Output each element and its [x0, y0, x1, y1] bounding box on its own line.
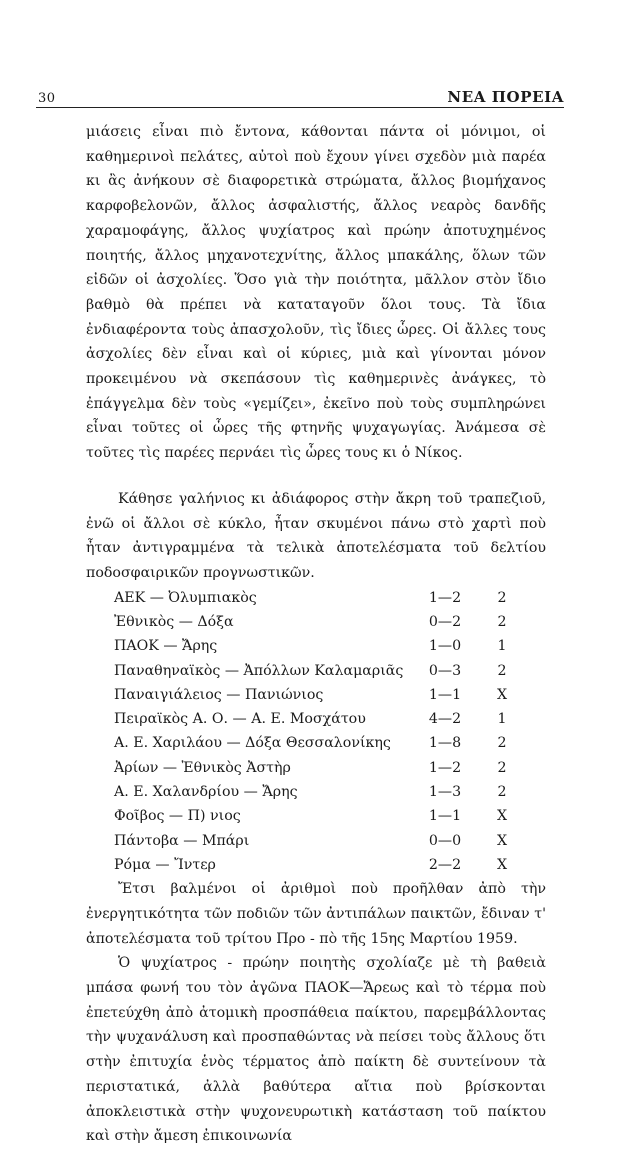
match-sign: 1 — [497, 711, 507, 728]
result-row — [114, 659, 528, 683]
result-row — [114, 829, 528, 853]
match-score: 1—2 — [428, 759, 462, 776]
match-sign: Χ — [496, 856, 508, 873]
match-name: Ἀρίων — Ἐθνικὸς Ἀστὴρ — [114, 759, 291, 776]
match-sign: 2 — [497, 735, 507, 752]
match-name: Πειραϊκὸς Α. Ο. — Α. Ε. Μοσχάτου — [114, 711, 366, 728]
paragraph-4: Ὁ ψυχίατρος - πρώην ποιητὴς σχολίαζε μὲ τὴ βαθειὰ μπάσα φωνή του τὸν ἀγῶνα ΠΑΟΚ—Ἄρεως καὶ τὸ τέρμα ποὺ ἐπετεύχθη ἀπὸ ἀτομικὴ προσπάθεια παίκτου, παρεμβάλλοντας τὴν ψυχανάλυση καὶ προσπαθώντας νὰ πείσει τοὺς ἄλλους ὅτι στὴν ἐπιτυχία ἑνὸς τέρματος ἀπὸ παίκτη δὲ συντείνουν τὰ περιστατικά, ἀλλὰ βαθύτερα αἴτια ποὺ βρίσκονται ἀποκλειστικὰ στὴν ψυχονευρωτικὴ κατάσταση τοῦ παίκτου καὶ στὴν ἄμεση ἐπικοινωνία — [86, 955, 546, 1145]
result-row — [114, 853, 528, 877]
result-row — [114, 804, 528, 828]
body-text — [86, 120, 546, 1149]
result-row — [114, 683, 528, 707]
match-score: 0—0 — [428, 832, 462, 849]
result-row — [114, 707, 528, 731]
match-score: 1—0 — [428, 638, 462, 655]
match-score: 1—2 — [428, 589, 462, 606]
match-score: 1—3 — [428, 784, 462, 801]
result-row — [114, 634, 528, 658]
match-name: ΠΑΟΚ — Ἄρης — [114, 638, 218, 655]
match-sign: 2 — [497, 662, 507, 679]
match-score: 0—2 — [428, 613, 462, 630]
match-name: Ἐθνικὸς — Δόξα — [114, 613, 234, 630]
match-name: ΑΕΚ — Ὀλυμπιακὸς — [114, 589, 257, 606]
match-sign: Χ — [496, 832, 508, 849]
page-number: 30 — [38, 91, 56, 106]
match-score: 1—8 — [428, 735, 462, 752]
match-sign: 2 — [497, 613, 507, 630]
match-score: 1—1 — [428, 808, 462, 825]
match-sign: Χ — [496, 686, 508, 703]
result-row — [114, 756, 528, 780]
match-name: Παναιγιάλειος — Πανιώνιος — [114, 686, 324, 703]
result-row — [114, 586, 528, 610]
results-table — [114, 586, 528, 878]
paragraph-1: μιάσεις εἶναι πιὸ ἔντονα, κάθονται πάντα οἱ μόνιμοι, οἱ καθημερινοὶ πελάτες, αὐτοὶ ποὺ ἔχουν γίνει σχεδὸν μιὰ παρέα κι ἂς ἀνήκουν σὲ διαφορετικὰ στρώματα, ἄλλος βιομήχανος καρφοβελονῶν, ἄλλος ἀσφαλιστής, ἄλλος νεαρὸς δανδῆς χαραμοφάγης, ἄλλος ψυχίατρος καὶ πρώην ἀποτυχημένος ποιητής, ἄλλος μηχανοτεχνίτης, ἄλλος μπακάλης, ὅλων τῶν εἰδῶν οἱ ἀσχολίες. Ὅσο γιὰ τὴν ποιότητα, μᾶλλον στὸν ἴδιο βαθμὸ θὰ πρέπει νὰ καταταγοῦν ὅλοι τους. Τὰ ἴδια ἐνδιαφέροντα τοὺς ἀπασχολοῦν, τὶς ἴδιες ὧρες. Οἱ ἄλλες τους ἀσχολίες δὲν εἶναι καὶ οἱ κύριες, μιὰ καὶ γίνονται μόνον προκειμένου νὰ σκεπάσουν τὶς καθημερινὲς ἀνάγκες, τὸ ἐπάγγελμα δὲν τοὺς «γεμίζει», ἐκεῖνο ποὺ τοὺς συμπληρώνει εἶναι τοῦτες οἱ ὧρες τῆς φτηνῆς ψυχαγωγίας. Ἀνάμεσα σὲ τοῦτες τὶς παρέες περνάει τὶς ὧρες τους κι ὁ Νίκος. — [86, 124, 546, 462]
match-score: 4—2 — [428, 711, 462, 728]
match-name: Α. Ε. Χαλανδρίου — Ἄρης — [114, 784, 298, 801]
match-sign: Χ — [496, 808, 508, 825]
match-sign: 2 — [497, 589, 507, 606]
result-row — [114, 780, 528, 804]
running-title: ΝΕΑ ΠΟΡΕΙΑ — [447, 88, 564, 106]
match-sign: 2 — [497, 759, 507, 776]
match-name: Παναθηναϊκὸς — Ἀπόλλων Καλαμαριᾶς — [114, 662, 404, 679]
paragraph-2: Κάθησε γαλήνιος κι ἀδιάφορος στὴν ἄκρη τοῦ τραπεζιοῦ, ἐνῶ οἱ ἄλλοι σὲ κύκλο, ἦταν σκυμένοι πάνω στὸ χαρτὶ ποὺ ἦταν ἀντιγραμμένα τὰ τελικὰ ἀποτελέσματα τοῦ δελτίου ποδοσφαιρικῶν προγνωστικῶν. — [86, 490, 546, 581]
match-name: Α. Ε. Χαριλάου — Δόξα Θεσσαλονίκης — [114, 735, 391, 752]
match-name: Πάντοβα — Μπάρι — [114, 832, 250, 849]
paragraph-3: Ἔτσι βαλμένοι οἱ ἀριθμοὶ ποὺ προῆλθαν ἀπὸ τὴν ἐνεργητικότητα τῶν ποδιῶν τῶν ἀντιπάλων παικτῶν, ἔδιναν τ' ἀποτελέσματα τοῦ τρίτου Προ - πὸ τῆς 15ης Μαρτίου 1959. — [86, 881, 546, 947]
result-row — [114, 610, 528, 634]
match-sign: 1 — [497, 638, 507, 655]
header-rule — [36, 107, 564, 108]
match-score: 0—3 — [428, 662, 462, 679]
match-score: 1—1 — [428, 686, 462, 703]
match-sign: 2 — [497, 784, 507, 801]
match-name: Ρόμα — Ἴντερ — [114, 856, 216, 873]
match-name: Φοῖβος — Π) νιος — [114, 808, 241, 825]
result-row — [114, 731, 528, 755]
match-score: 2—2 — [428, 856, 462, 873]
page-header — [38, 82, 564, 106]
